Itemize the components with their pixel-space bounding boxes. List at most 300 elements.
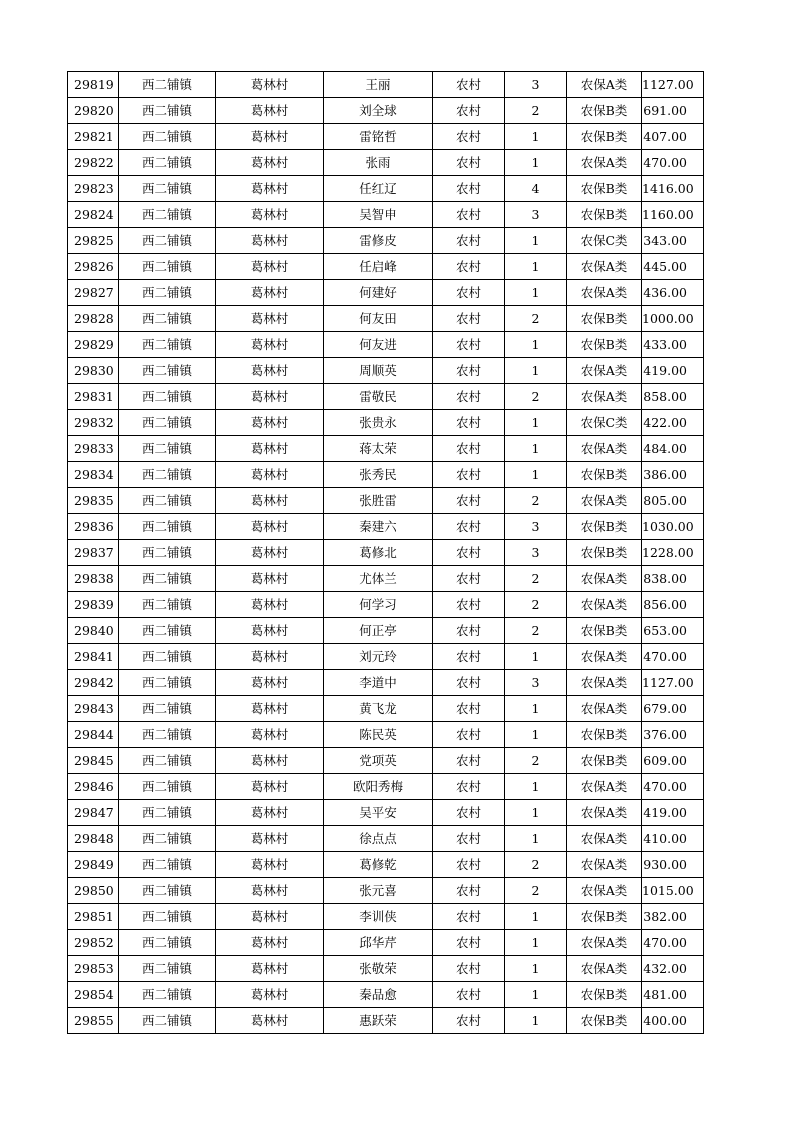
household-type-cell: 农村 [433, 670, 505, 696]
village-cell: 葛林村 [216, 280, 324, 306]
household-type-cell: 农村 [433, 566, 505, 592]
member-count-cell: 1 [505, 956, 567, 982]
member-count-cell: 1 [505, 124, 567, 150]
town-cell: 西二铺镇 [119, 150, 216, 176]
category-cell: 农保C类 [567, 410, 642, 436]
record-id-cell: 29854 [68, 982, 119, 1008]
table-row [68, 982, 704, 1008]
village-cell: 葛林村 [216, 540, 324, 566]
record-id-cell: 29833 [68, 436, 119, 462]
member-count-cell: 3 [505, 202, 567, 228]
name-cell: 欧阳秀梅 [324, 774, 433, 800]
amount-cell: 679.00 [642, 696, 704, 722]
amount-cell: 436.00 [642, 280, 704, 306]
name-cell: 秦品愈 [324, 982, 433, 1008]
town-cell: 西二铺镇 [119, 878, 216, 904]
household-type-cell: 农村 [433, 436, 505, 462]
village-cell: 葛林村 [216, 332, 324, 358]
record-id-cell: 29823 [68, 176, 119, 202]
amount-cell: 1015.00 [642, 878, 704, 904]
amount-cell: 400.00 [642, 1008, 704, 1034]
village-cell: 葛林村 [216, 254, 324, 280]
amount-cell: 838.00 [642, 566, 704, 592]
name-cell: 何建好 [324, 280, 433, 306]
household-type-cell: 农村 [433, 618, 505, 644]
town-cell: 西二铺镇 [119, 1008, 216, 1034]
amount-cell: 410.00 [642, 826, 704, 852]
table-row [68, 1008, 704, 1034]
table-row [68, 722, 704, 748]
name-cell: 刘全球 [324, 98, 433, 124]
town-cell: 西二铺镇 [119, 436, 216, 462]
town-cell: 西二铺镇 [119, 670, 216, 696]
name-cell: 张胜雷 [324, 488, 433, 514]
category-cell: 农保A类 [567, 488, 642, 514]
record-id-cell: 29831 [68, 384, 119, 410]
household-type-cell: 农村 [433, 540, 505, 566]
amount-cell: 691.00 [642, 98, 704, 124]
town-cell: 西二铺镇 [119, 488, 216, 514]
table-row [68, 956, 704, 982]
member-count-cell: 1 [505, 1008, 567, 1034]
village-cell: 葛林村 [216, 904, 324, 930]
record-id-cell: 29844 [68, 722, 119, 748]
member-count-cell: 1 [505, 410, 567, 436]
member-count-cell: 1 [505, 150, 567, 176]
amount-cell: 1160.00 [642, 202, 704, 228]
table-row [68, 462, 704, 488]
member-count-cell: 2 [505, 748, 567, 774]
village-cell: 葛林村 [216, 826, 324, 852]
village-cell: 葛林村 [216, 670, 324, 696]
category-cell: 农保B类 [567, 1008, 642, 1034]
amount-cell: 856.00 [642, 592, 704, 618]
amount-cell: 419.00 [642, 358, 704, 384]
member-count-cell: 1 [505, 254, 567, 280]
village-cell: 葛林村 [216, 852, 324, 878]
village-cell: 葛林村 [216, 748, 324, 774]
member-count-cell: 2 [505, 592, 567, 618]
name-cell: 惠跃荣 [324, 1008, 433, 1034]
village-cell: 葛林村 [216, 202, 324, 228]
household-type-cell: 农村 [433, 306, 505, 332]
name-cell: 张敬荣 [324, 956, 433, 982]
table-row [68, 254, 704, 280]
table-row [68, 150, 704, 176]
name-cell: 党项英 [324, 748, 433, 774]
household-type-cell: 农村 [433, 280, 505, 306]
category-cell: 农保A类 [567, 566, 642, 592]
member-count-cell: 1 [505, 280, 567, 306]
household-type-cell: 农村 [433, 254, 505, 280]
name-cell: 尤体兰 [324, 566, 433, 592]
household-type-cell: 农村 [433, 488, 505, 514]
member-count-cell: 2 [505, 566, 567, 592]
town-cell: 西二铺镇 [119, 644, 216, 670]
name-cell: 黄飞龙 [324, 696, 433, 722]
town-cell: 西二铺镇 [119, 254, 216, 280]
village-cell: 葛林村 [216, 1008, 324, 1034]
record-id-cell: 29855 [68, 1008, 119, 1034]
town-cell: 西二铺镇 [119, 722, 216, 748]
member-count-cell: 2 [505, 384, 567, 410]
table-row [68, 618, 704, 644]
household-type-cell: 农村 [433, 462, 505, 488]
town-cell: 西二铺镇 [119, 566, 216, 592]
amount-cell: 858.00 [642, 384, 704, 410]
member-count-cell: 1 [505, 332, 567, 358]
town-cell: 西二铺镇 [119, 98, 216, 124]
household-type-cell: 农村 [433, 410, 505, 436]
village-cell: 葛林村 [216, 956, 324, 982]
village-cell: 葛林村 [216, 98, 324, 124]
table-row [68, 930, 704, 956]
name-cell: 雷修皮 [324, 228, 433, 254]
amount-cell: 407.00 [642, 124, 704, 150]
household-type-cell: 农村 [433, 98, 505, 124]
record-id-cell: 29839 [68, 592, 119, 618]
member-count-cell: 1 [505, 358, 567, 384]
village-cell: 葛林村 [216, 306, 324, 332]
name-cell: 王丽 [324, 72, 433, 98]
table-row [68, 696, 704, 722]
category-cell: 农保A类 [567, 826, 642, 852]
record-id-cell: 29830 [68, 358, 119, 384]
table-row [68, 176, 704, 202]
table-row [68, 852, 704, 878]
household-type-cell: 农村 [433, 852, 505, 878]
village-cell: 葛林村 [216, 774, 324, 800]
category-cell: 农保B类 [567, 748, 642, 774]
member-count-cell: 1 [505, 696, 567, 722]
town-cell: 西二铺镇 [119, 904, 216, 930]
town-cell: 西二铺镇 [119, 332, 216, 358]
village-cell: 葛林村 [216, 488, 324, 514]
table-row [68, 904, 704, 930]
name-cell: 葛修乾 [324, 852, 433, 878]
table-row [68, 670, 704, 696]
village-cell: 葛林村 [216, 410, 324, 436]
household-type-cell: 农村 [433, 904, 505, 930]
member-count-cell: 1 [505, 462, 567, 488]
village-cell: 葛林村 [216, 358, 324, 384]
town-cell: 西二铺镇 [119, 592, 216, 618]
amount-cell: 470.00 [642, 644, 704, 670]
name-cell: 何友田 [324, 306, 433, 332]
name-cell: 吴智申 [324, 202, 433, 228]
town-cell: 西二铺镇 [119, 930, 216, 956]
village-cell: 葛林村 [216, 930, 324, 956]
member-count-cell: 1 [505, 930, 567, 956]
household-type-cell: 农村 [433, 150, 505, 176]
category-cell: 农保B类 [567, 904, 642, 930]
table-row [68, 98, 704, 124]
village-cell: 葛林村 [216, 72, 324, 98]
name-cell: 吴平安 [324, 800, 433, 826]
record-id-cell: 29824 [68, 202, 119, 228]
village-cell: 葛林村 [216, 618, 324, 644]
amount-cell: 1127.00 [642, 72, 704, 98]
amount-cell: 422.00 [642, 410, 704, 436]
table-row [68, 228, 704, 254]
household-type-cell: 农村 [433, 878, 505, 904]
name-cell: 任启峰 [324, 254, 433, 280]
village-cell: 葛林村 [216, 514, 324, 540]
table-row [68, 410, 704, 436]
record-id-cell: 29826 [68, 254, 119, 280]
table-row [68, 280, 704, 306]
town-cell: 西二铺镇 [119, 514, 216, 540]
village-cell: 葛林村 [216, 124, 324, 150]
table-row [68, 566, 704, 592]
name-cell: 雷敬民 [324, 384, 433, 410]
category-cell: 农保A类 [567, 254, 642, 280]
category-cell: 农保B类 [567, 202, 642, 228]
town-cell: 西二铺镇 [119, 618, 216, 644]
town-cell: 西二铺镇 [119, 228, 216, 254]
name-cell: 何友进 [324, 332, 433, 358]
category-cell: 农保A类 [567, 280, 642, 306]
amount-cell: 445.00 [642, 254, 704, 280]
category-cell: 农保B类 [567, 514, 642, 540]
record-id-cell: 29845 [68, 748, 119, 774]
record-id-cell: 29849 [68, 852, 119, 878]
household-type-cell: 农村 [433, 384, 505, 410]
record-id-cell: 29838 [68, 566, 119, 592]
category-cell: 农保A类 [567, 644, 642, 670]
name-cell: 张雨 [324, 150, 433, 176]
name-cell: 周顺英 [324, 358, 433, 384]
category-cell: 农保A类 [567, 774, 642, 800]
record-id-cell: 29827 [68, 280, 119, 306]
category-cell: 农保A类 [567, 150, 642, 176]
member-count-cell: 2 [505, 98, 567, 124]
category-cell: 农保A类 [567, 878, 642, 904]
record-id-cell: 29847 [68, 800, 119, 826]
table-row [68, 514, 704, 540]
record-id-cell: 29843 [68, 696, 119, 722]
record-id-cell: 29829 [68, 332, 119, 358]
household-type-cell: 农村 [433, 644, 505, 670]
table-row [68, 384, 704, 410]
name-cell: 任红辽 [324, 176, 433, 202]
household-type-cell: 农村 [433, 722, 505, 748]
name-cell: 李训侠 [324, 904, 433, 930]
table-row [68, 202, 704, 228]
amount-cell: 470.00 [642, 774, 704, 800]
amount-cell: 343.00 [642, 228, 704, 254]
village-cell: 葛林村 [216, 228, 324, 254]
member-count-cell: 1 [505, 722, 567, 748]
name-cell: 邱华芹 [324, 930, 433, 956]
category-cell: 农保A类 [567, 592, 642, 618]
category-cell: 农保B类 [567, 124, 642, 150]
household-type-cell: 农村 [433, 332, 505, 358]
village-cell: 葛林村 [216, 696, 324, 722]
member-count-cell: 3 [505, 514, 567, 540]
amount-cell: 376.00 [642, 722, 704, 748]
record-id-cell: 29837 [68, 540, 119, 566]
town-cell: 西二铺镇 [119, 696, 216, 722]
record-table [67, 71, 704, 1034]
category-cell: 农保A类 [567, 800, 642, 826]
household-type-cell: 农村 [433, 1008, 505, 1034]
town-cell: 西二铺镇 [119, 410, 216, 436]
town-cell: 西二铺镇 [119, 306, 216, 332]
household-type-cell: 农村 [433, 176, 505, 202]
name-cell: 何学习 [324, 592, 433, 618]
table-row [68, 592, 704, 618]
village-cell: 葛林村 [216, 592, 324, 618]
category-cell: 农保A类 [567, 696, 642, 722]
town-cell: 西二铺镇 [119, 748, 216, 774]
record-id-cell: 29840 [68, 618, 119, 644]
name-cell: 刘元玲 [324, 644, 433, 670]
record-id-cell: 29832 [68, 410, 119, 436]
amount-cell: 930.00 [642, 852, 704, 878]
town-cell: 西二铺镇 [119, 202, 216, 228]
village-cell: 葛林村 [216, 644, 324, 670]
town-cell: 西二铺镇 [119, 124, 216, 150]
category-cell: 农保B类 [567, 462, 642, 488]
amount-cell: 386.00 [642, 462, 704, 488]
category-cell: 农保B类 [567, 176, 642, 202]
record-id-cell: 29835 [68, 488, 119, 514]
table-row [68, 72, 704, 98]
record-id-cell: 29841 [68, 644, 119, 670]
record-id-cell: 29850 [68, 878, 119, 904]
village-cell: 葛林村 [216, 566, 324, 592]
village-cell: 葛林村 [216, 800, 324, 826]
category-cell: 农保B类 [567, 332, 642, 358]
record-id-cell: 29834 [68, 462, 119, 488]
town-cell: 西二铺镇 [119, 176, 216, 202]
town-cell: 西二铺镇 [119, 462, 216, 488]
household-type-cell: 农村 [433, 956, 505, 982]
amount-cell: 433.00 [642, 332, 704, 358]
table-row [68, 748, 704, 774]
member-count-cell: 4 [505, 176, 567, 202]
record-id-cell: 29836 [68, 514, 119, 540]
amount-cell: 484.00 [642, 436, 704, 462]
member-count-cell: 1 [505, 826, 567, 852]
category-cell: 农保A类 [567, 852, 642, 878]
table-row [68, 774, 704, 800]
record-id-cell: 29820 [68, 98, 119, 124]
category-cell: 农保B类 [567, 306, 642, 332]
category-cell: 农保A类 [567, 436, 642, 462]
village-cell: 葛林村 [216, 436, 324, 462]
town-cell: 西二铺镇 [119, 800, 216, 826]
household-type-cell: 农村 [433, 748, 505, 774]
amount-cell: 805.00 [642, 488, 704, 514]
name-cell: 李道中 [324, 670, 433, 696]
village-cell: 葛林村 [216, 150, 324, 176]
table-row [68, 878, 704, 904]
member-count-cell: 2 [505, 852, 567, 878]
table-row [68, 826, 704, 852]
name-cell: 葛修北 [324, 540, 433, 566]
member-count-cell: 1 [505, 800, 567, 826]
household-type-cell: 农村 [433, 826, 505, 852]
category-cell: 农保B类 [567, 722, 642, 748]
name-cell: 蒋太荣 [324, 436, 433, 462]
town-cell: 西二铺镇 [119, 982, 216, 1008]
amount-cell: 1030.00 [642, 514, 704, 540]
household-type-cell: 农村 [433, 124, 505, 150]
record-table-body [68, 72, 704, 1034]
amount-cell: 419.00 [642, 800, 704, 826]
member-count-cell: 1 [505, 904, 567, 930]
table-row [68, 358, 704, 384]
category-cell: 农保B类 [567, 98, 642, 124]
amount-cell: 470.00 [642, 150, 704, 176]
category-cell: 农保A类 [567, 670, 642, 696]
village-cell: 葛林村 [216, 176, 324, 202]
amount-cell: 1228.00 [642, 540, 704, 566]
village-cell: 葛林村 [216, 982, 324, 1008]
record-id-cell: 29851 [68, 904, 119, 930]
name-cell: 何正亭 [324, 618, 433, 644]
member-count-cell: 3 [505, 540, 567, 566]
town-cell: 西二铺镇 [119, 774, 216, 800]
table-row [68, 644, 704, 670]
household-type-cell: 农村 [433, 930, 505, 956]
amount-cell: 1127.00 [642, 670, 704, 696]
name-cell: 秦建六 [324, 514, 433, 540]
category-cell: 农保A类 [567, 930, 642, 956]
record-id-cell: 29821 [68, 124, 119, 150]
category-cell: 农保A类 [567, 358, 642, 384]
name-cell: 张元喜 [324, 878, 433, 904]
amount-cell: 481.00 [642, 982, 704, 1008]
record-id-cell: 29848 [68, 826, 119, 852]
record-id-cell: 29846 [68, 774, 119, 800]
category-cell: 农保C类 [567, 228, 642, 254]
table-row [68, 436, 704, 462]
member-count-cell: 2 [505, 618, 567, 644]
amount-cell: 1416.00 [642, 176, 704, 202]
amount-cell: 432.00 [642, 956, 704, 982]
town-cell: 西二铺镇 [119, 384, 216, 410]
record-id-cell: 29852 [68, 930, 119, 956]
town-cell: 西二铺镇 [119, 280, 216, 306]
table-row [68, 540, 704, 566]
household-type-cell: 农村 [433, 72, 505, 98]
member-count-cell: 3 [505, 72, 567, 98]
member-count-cell: 1 [505, 228, 567, 254]
name-cell: 徐点点 [324, 826, 433, 852]
category-cell: 农保A类 [567, 384, 642, 410]
member-count-cell: 2 [505, 488, 567, 514]
record-id-cell: 29853 [68, 956, 119, 982]
member-count-cell: 1 [505, 982, 567, 1008]
household-type-cell: 农村 [433, 228, 505, 254]
household-type-cell: 农村 [433, 800, 505, 826]
member-count-cell: 1 [505, 774, 567, 800]
category-cell: 农保B类 [567, 618, 642, 644]
household-type-cell: 农村 [433, 358, 505, 384]
table-row [68, 124, 704, 150]
category-cell: 农保B类 [567, 540, 642, 566]
town-cell: 西二铺镇 [119, 852, 216, 878]
table-row [68, 332, 704, 358]
record-id-cell: 29822 [68, 150, 119, 176]
record-id-cell: 29842 [68, 670, 119, 696]
town-cell: 西二铺镇 [119, 540, 216, 566]
name-cell: 陈民英 [324, 722, 433, 748]
household-type-cell: 农村 [433, 774, 505, 800]
